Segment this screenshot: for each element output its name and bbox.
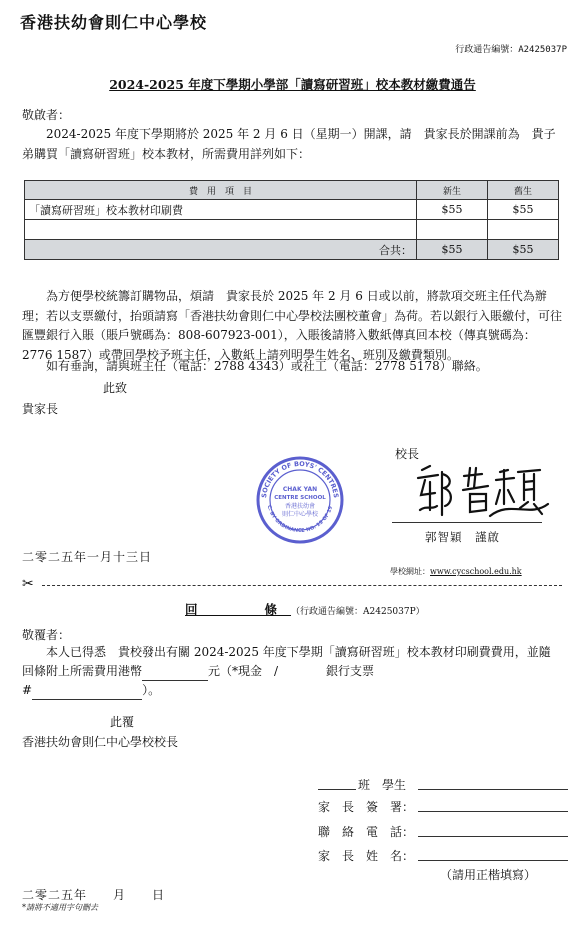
principal-name: 郭智穎 謹啟: [425, 530, 500, 544]
header-new: 新生: [417, 181, 488, 200]
class-student-label: 班 學生: [358, 778, 407, 792]
notice-title: 2024-2025 年度下學期小學部「讀寫研習班」校本教材繳費通告: [109, 77, 476, 92]
parent-name-blank[interactable]: [418, 860, 568, 861]
total-row: [25, 240, 559, 260]
svg-text:INC. BY ORDINANCE NO. 1S OF 19: C. BY ORDINANCE NO. 1S OF 19: [265, 504, 335, 534]
svg-text:則仁中心學校: 則仁中心學校: [281, 511, 319, 518]
website-link[interactable]: www.cycschool.edu.hk: [430, 567, 522, 576]
principal-label: 校長: [395, 447, 420, 461]
parent-signature-label: 家 長 簽 署：: [318, 800, 415, 814]
reply-salutation: 敬覆者：: [22, 628, 71, 642]
reply-text-a: 本人已得悉 貴校發出有關 2024-2025 年度下學期「讀寫研習班」校本教材印刷費費用，並隨回條附上所需費用港幣: [22, 645, 551, 678]
header-item: 費 用 項 目: [25, 181, 417, 200]
enquiry-paragraph: 如有垂詢，請與班主任（電話：2788 4343）或社工（電話：2778 5178）聯絡。: [46, 359, 488, 373]
table-row: [25, 200, 559, 220]
amount-blank[interactable]: [142, 680, 208, 681]
payment-paragraph: 為方便學校統籌訂購物品，煩請 貴家長於 2025 年 2 月 6 日或以前，將款項交班主任代為辦理；若以支票繳付，抬頭請寫「香港扶幼會則仁中心學校法團校董會」為荷。若以銀行入賬繳付，可往匯豐銀行入賬（賬戶號碼為：808-607923-001），入賬後請將入數紙傳真回本校（傳真號碼為：2776 1587）或帶回學校予班主任，入數紙上請列明學生姓名、班別及繳費類別。: [22, 289, 563, 362]
cheque-number-blank[interactable]: [32, 699, 142, 700]
reply-text-c: #: [22, 683, 33, 697]
block-letters-note: （請用正楷填寫）: [440, 868, 537, 882]
class-blank[interactable]: [318, 789, 356, 790]
total-new: $55: [417, 240, 488, 260]
reply-closing: 此覆: [110, 715, 135, 729]
cut-line: [42, 585, 562, 586]
school-website: [390, 566, 522, 577]
scissors-icon: ✂: [22, 576, 34, 592]
fee-old: [488, 220, 559, 240]
reply-ref-number: （行政通告編號：A2425037P）: [291, 607, 425, 617]
fee-old: $55: [488, 200, 559, 220]
parent-signature-blank[interactable]: [418, 811, 568, 812]
intro-paragraph: 2024-2025 年度下學期將於 2025 年 2 月 6 日（星期一）開課，請 貴家長於開課前為 貴子弟購買「讀寫研習班」校本教材，所需費用詳列如下：: [22, 127, 556, 161]
table-row: [25, 220, 559, 240]
contact-phone-blank[interactable]: [418, 836, 568, 837]
website-label: 學校網址：: [390, 567, 430, 576]
fee-new: $55: [417, 200, 488, 220]
reply-addressee: 香港扶幼會則仁中心學校校長: [22, 735, 179, 749]
school-name: 香港扶幼會則仁中心學校: [20, 13, 208, 32]
reply-text-b: 元（*現金 / 銀行支票: [208, 664, 375, 678]
notice-ref-number: 行政通告編號：A2425037P: [455, 45, 567, 55]
signature-line: [392, 522, 542, 523]
parent-name-label: 家 長 姓 名：: [318, 849, 415, 863]
svg-text:CENTRE SCHOOL: CENTRE SCHOOL: [274, 495, 326, 501]
reply-slip-title: [185, 600, 425, 618]
total-label: 合共：: [25, 240, 417, 260]
reply-paragraph: [22, 643, 562, 700]
student-name-blank[interactable]: [418, 789, 568, 790]
notice-date: 二零二五年一月十三日: [22, 550, 153, 564]
contact-phone-label: 聯 絡 電 話：: [318, 825, 415, 839]
fee-item: 「讀寫研習班」校本教材印刷費: [25, 200, 417, 220]
fees-table-header: [25, 181, 559, 200]
addressee: 貴家長: [22, 402, 59, 416]
fees-table: [24, 180, 559, 260]
total-old: $55: [488, 240, 559, 260]
salutation: 敬啟者：: [22, 108, 71, 122]
reply-text-d: ）。: [142, 683, 161, 697]
school-seal: [255, 455, 345, 549]
svg-text:SOCIETY OF BOYS' CENTRES: SOCIETY OF BOYS' CENTRES: [260, 459, 340, 499]
svg-text:香港扶幼會: 香港扶幼會: [284, 503, 316, 510]
closing: 此致: [103, 381, 128, 395]
reply-date: 二零二五年 月 日: [22, 888, 166, 902]
header-old: 舊生: [488, 181, 559, 200]
fee-new: [417, 220, 488, 240]
fee-item: [25, 220, 417, 240]
reply-title-text: 回 條: [185, 602, 292, 617]
svg-text:CHAK YAN: CHAK YAN: [282, 486, 318, 493]
footnote: *請將不適用字句刪去: [22, 903, 98, 912]
principal-signature: [390, 460, 550, 529]
